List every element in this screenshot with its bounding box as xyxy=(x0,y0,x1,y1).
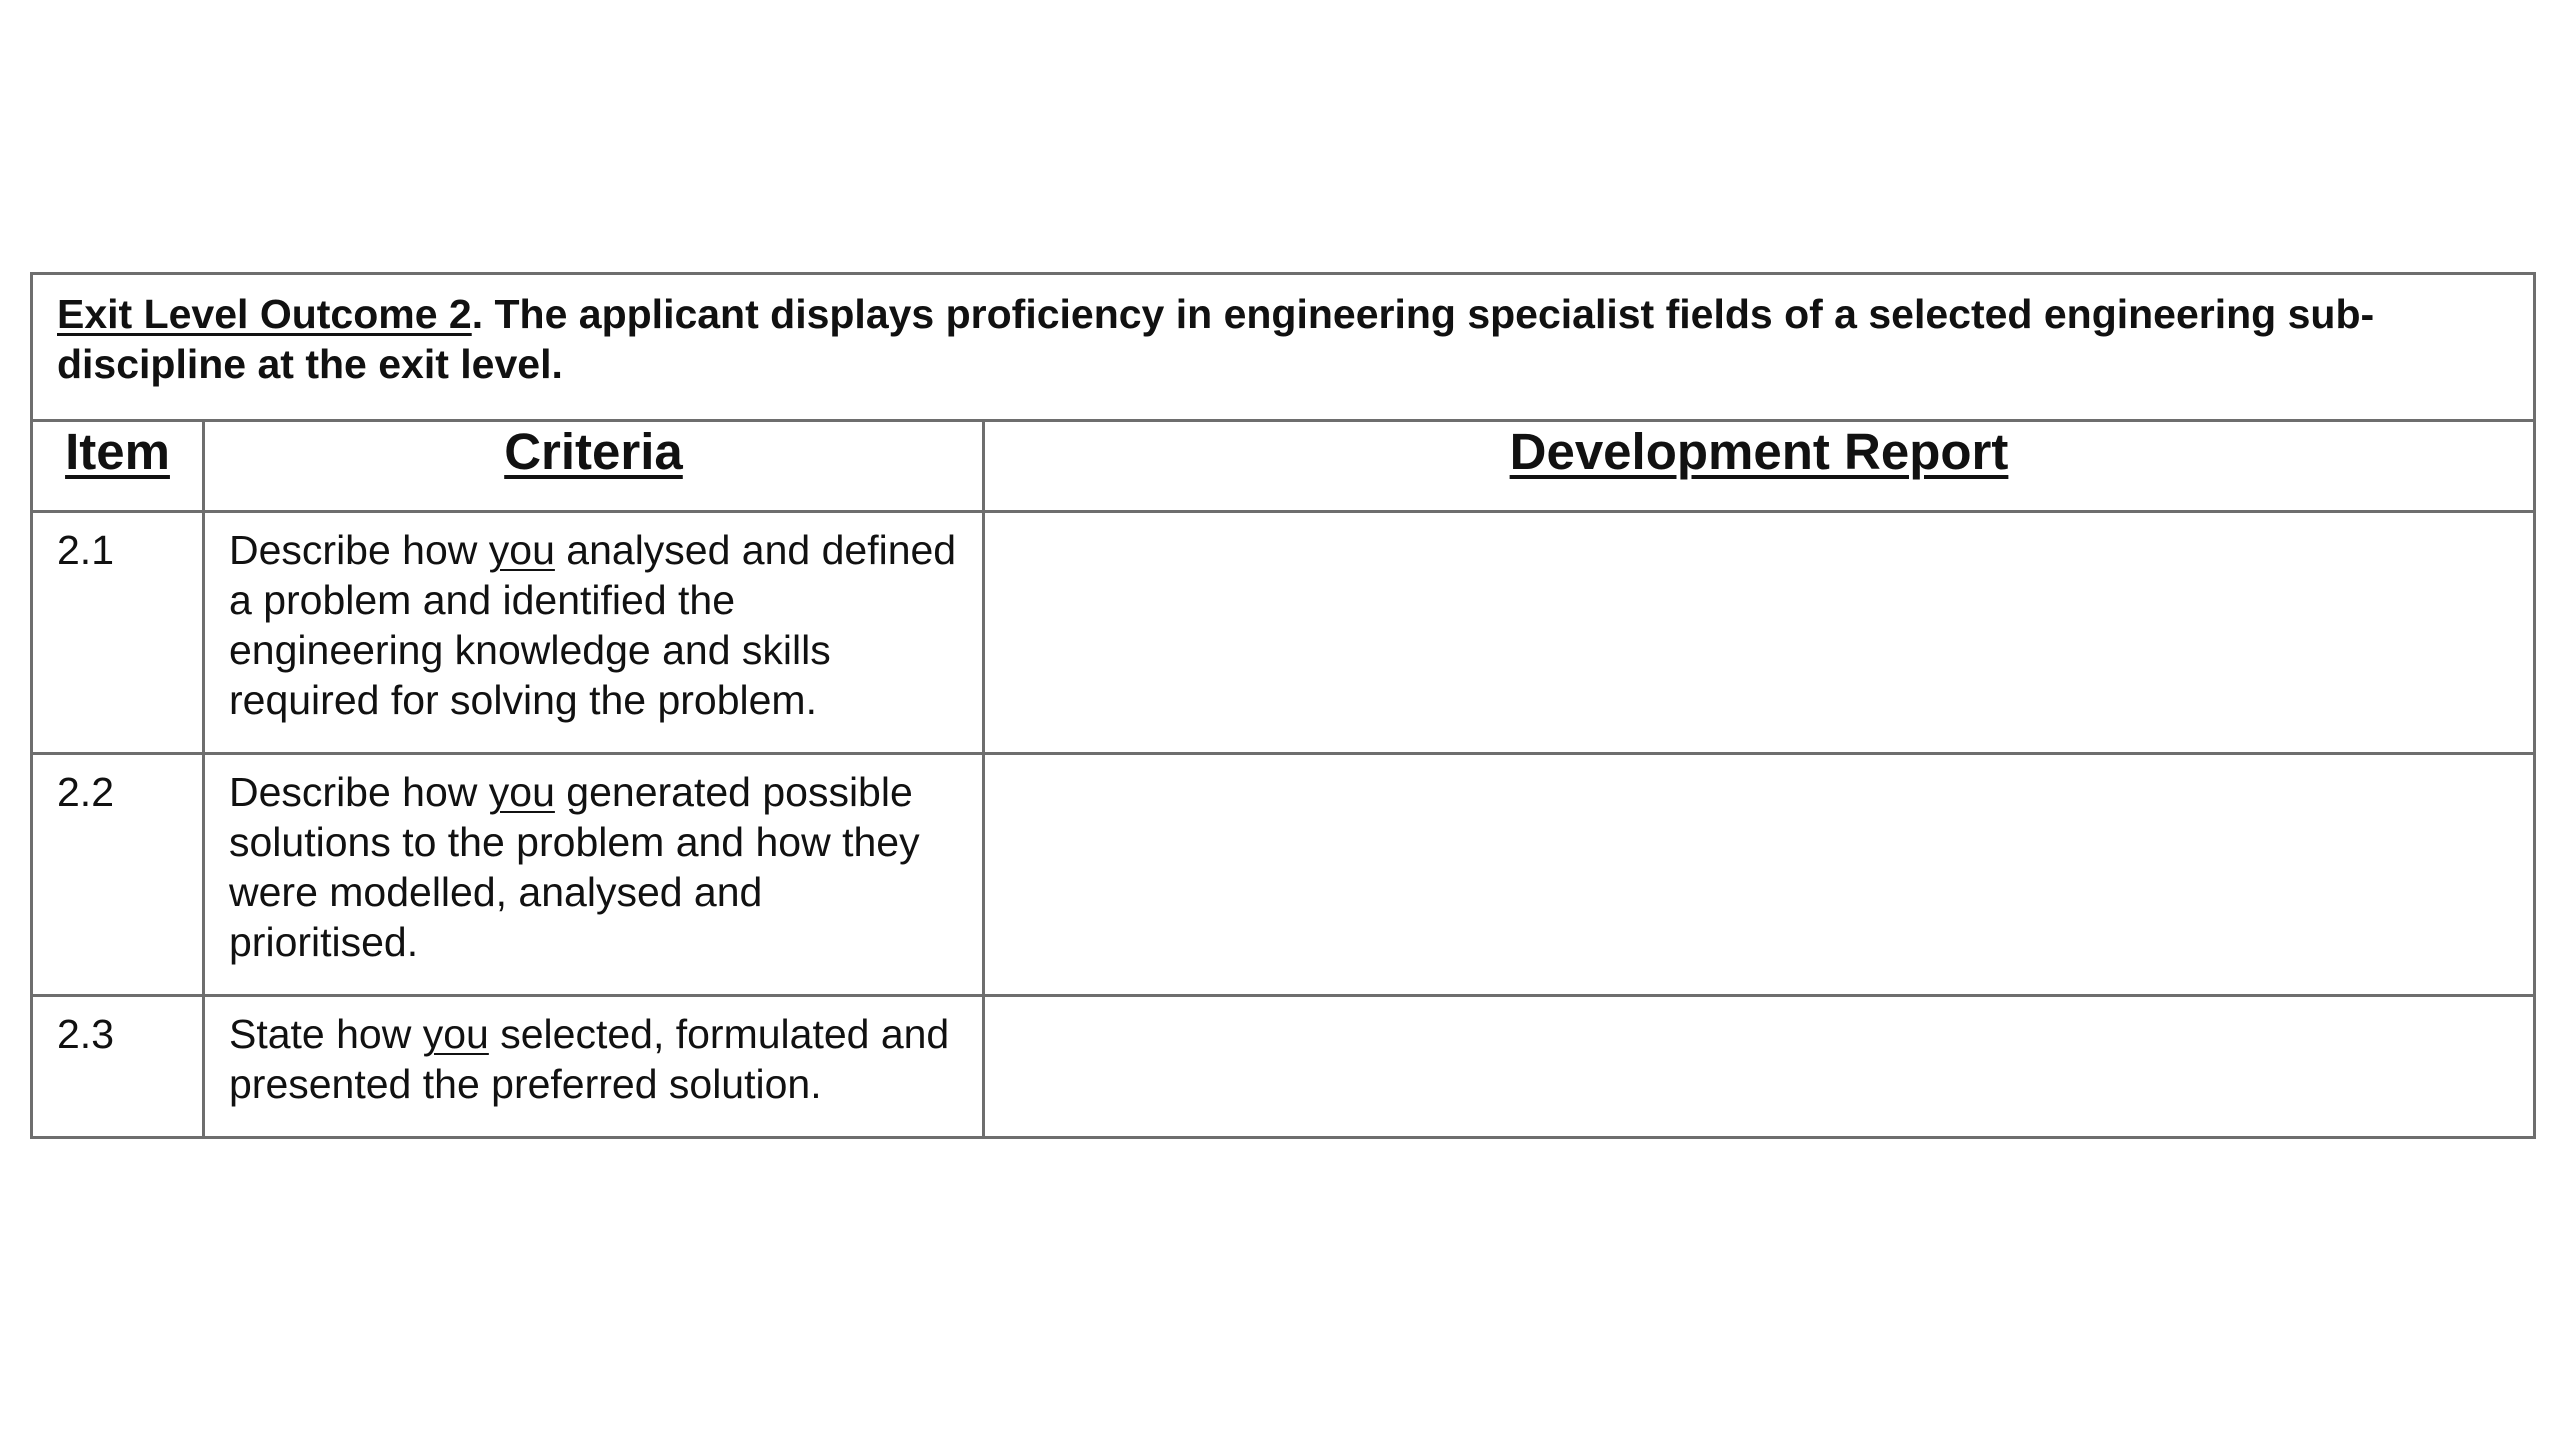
criteria-column-header: Criteria xyxy=(204,421,984,512)
outcome-description: . The applicant displays proficiency in engineering specialist fields of a selected engineering sub-discipline at the exit level. xyxy=(57,291,2375,387)
item-column-header: Item xyxy=(32,421,204,512)
item-number: 2.1 xyxy=(32,512,204,754)
criteria-text: State how you selected, formulated and presented the preferred solution. xyxy=(204,996,984,1138)
outcome-title-row xyxy=(32,274,2535,421)
criteria-text: Describe how you analysed and defined a problem and identified the engineering knowledge and skills required for solving the problem. xyxy=(204,512,984,754)
table-row xyxy=(32,512,2535,754)
development-report-cell[interactable] xyxy=(984,512,2535,754)
development-report-cell[interactable] xyxy=(984,754,2535,996)
table-row xyxy=(32,996,2535,1138)
item-number: 2.2 xyxy=(32,754,204,996)
report-column-header: Development Report xyxy=(984,421,2535,512)
outcome-title-cell xyxy=(32,274,2535,421)
table-row xyxy=(32,754,2535,996)
criteria-text: Describe how you generated possible solutions to the problem and how they were modelled, analysed and prioritised. xyxy=(204,754,984,996)
development-report-cell[interactable] xyxy=(984,996,2535,1138)
exit-level-outcome-table xyxy=(30,272,2536,1139)
table-header-row xyxy=(32,421,2535,512)
outcome-label: Exit Level Outcome 2 xyxy=(57,291,472,337)
item-number: 2.3 xyxy=(32,996,204,1138)
